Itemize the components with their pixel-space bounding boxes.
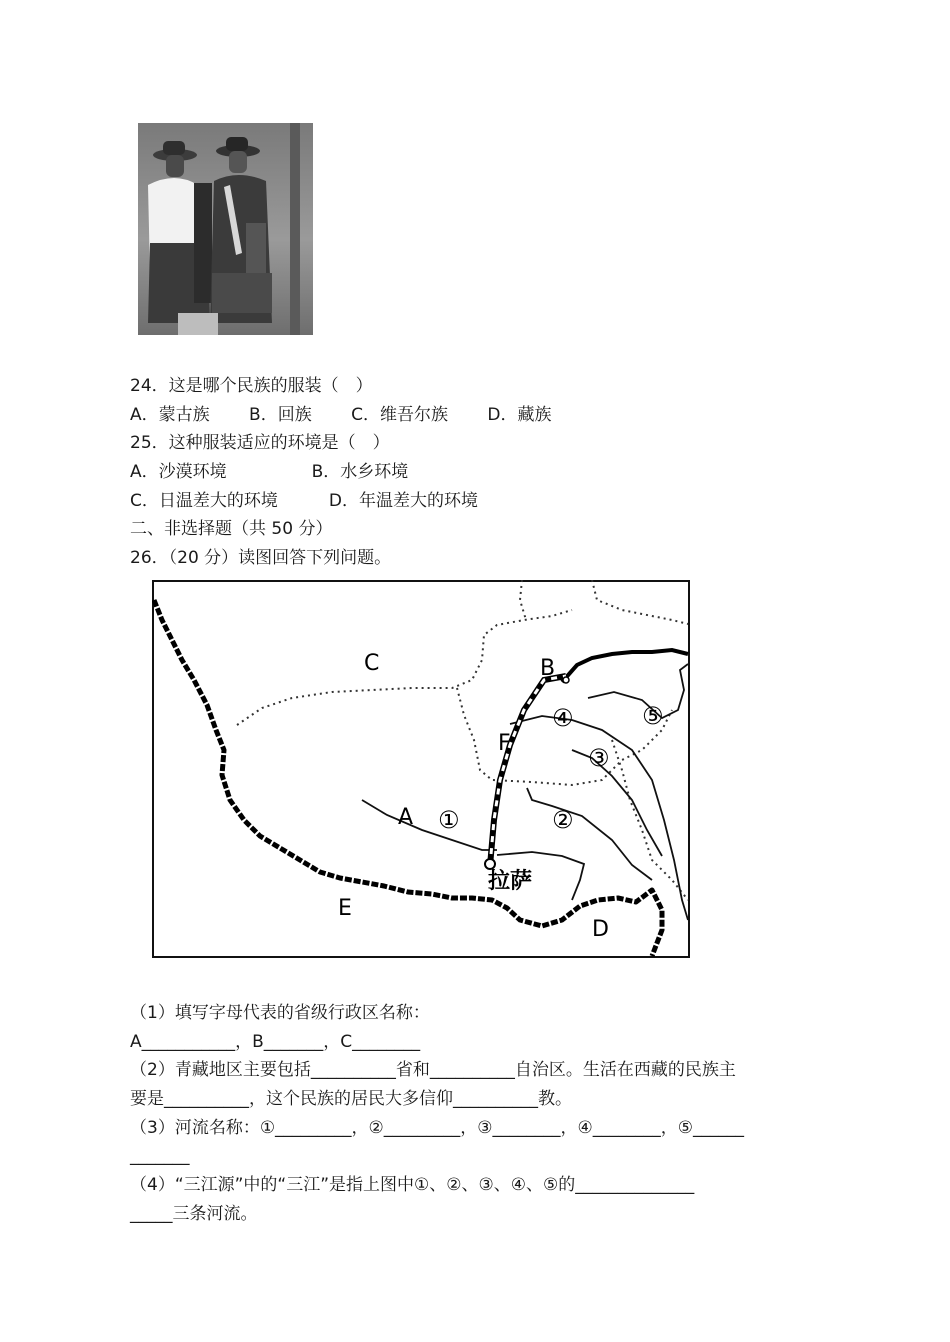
q25-options-2: C．日温差大的环境 D．年温差大的环境 xyxy=(130,491,478,511)
map-label-f: F xyxy=(498,731,511,756)
q26-part3-line2: _______ xyxy=(130,1146,190,1166)
map-label-b: B xyxy=(540,656,556,681)
section-heading: 二、非选择题（共 50 分） xyxy=(130,519,333,539)
q24-stem: 24．这是哪个民族的服装（ ） xyxy=(130,376,373,396)
map-river-3: ③ xyxy=(588,744,610,772)
map-label-c: C xyxy=(364,651,380,676)
q26-part2-line1: （2）青藏地区主要包括__________省和__________自治区。生活在西藏的民族主 xyxy=(130,1060,736,1080)
tibetan-clothing-photo xyxy=(138,123,313,335)
map-river-1: ① xyxy=(438,806,460,834)
map-city-lhasa: 拉萨 xyxy=(488,869,533,894)
q26-part1-prompt: （1）填写字母代表的省级行政区名称： xyxy=(130,1003,430,1023)
q26-part4-line2: _____三条河流。 xyxy=(130,1204,258,1224)
q26-part1-blanks: A___________，B_______，C________ xyxy=(130,1032,421,1052)
q26-part3-line1: （3）河流名称：①_________，②_________，③________，④________，⑤______ xyxy=(130,1118,745,1138)
map-label-a: A xyxy=(398,805,414,830)
map-river-5: ⑤ xyxy=(642,702,664,730)
q25-options-1: A．沙漠环境 B．水乡环境 xyxy=(130,462,409,482)
q25-stem: 25．这种服装适应的环境是（ ） xyxy=(130,433,390,453)
qinghai-tibet-map xyxy=(152,580,690,958)
map-label-d: D xyxy=(592,917,609,942)
q24-options: A．蒙古族 B．回族 C．维吾尔族 D．藏族 xyxy=(130,405,552,425)
q26-stem: 26．（20 分）读图回答下列问题。 xyxy=(130,548,392,568)
map-river-2: ② xyxy=(552,806,574,834)
q26-part4-line1: （4）“三江源”中的“三江”是指上图中①、②、③、④、⑤的______________ xyxy=(130,1175,695,1195)
q26-part2-line2: 要是__________，这个民族的居民大多信仰__________教。 xyxy=(130,1089,572,1109)
map-river-4: ④ xyxy=(552,704,574,732)
map-label-e: E xyxy=(338,896,352,921)
